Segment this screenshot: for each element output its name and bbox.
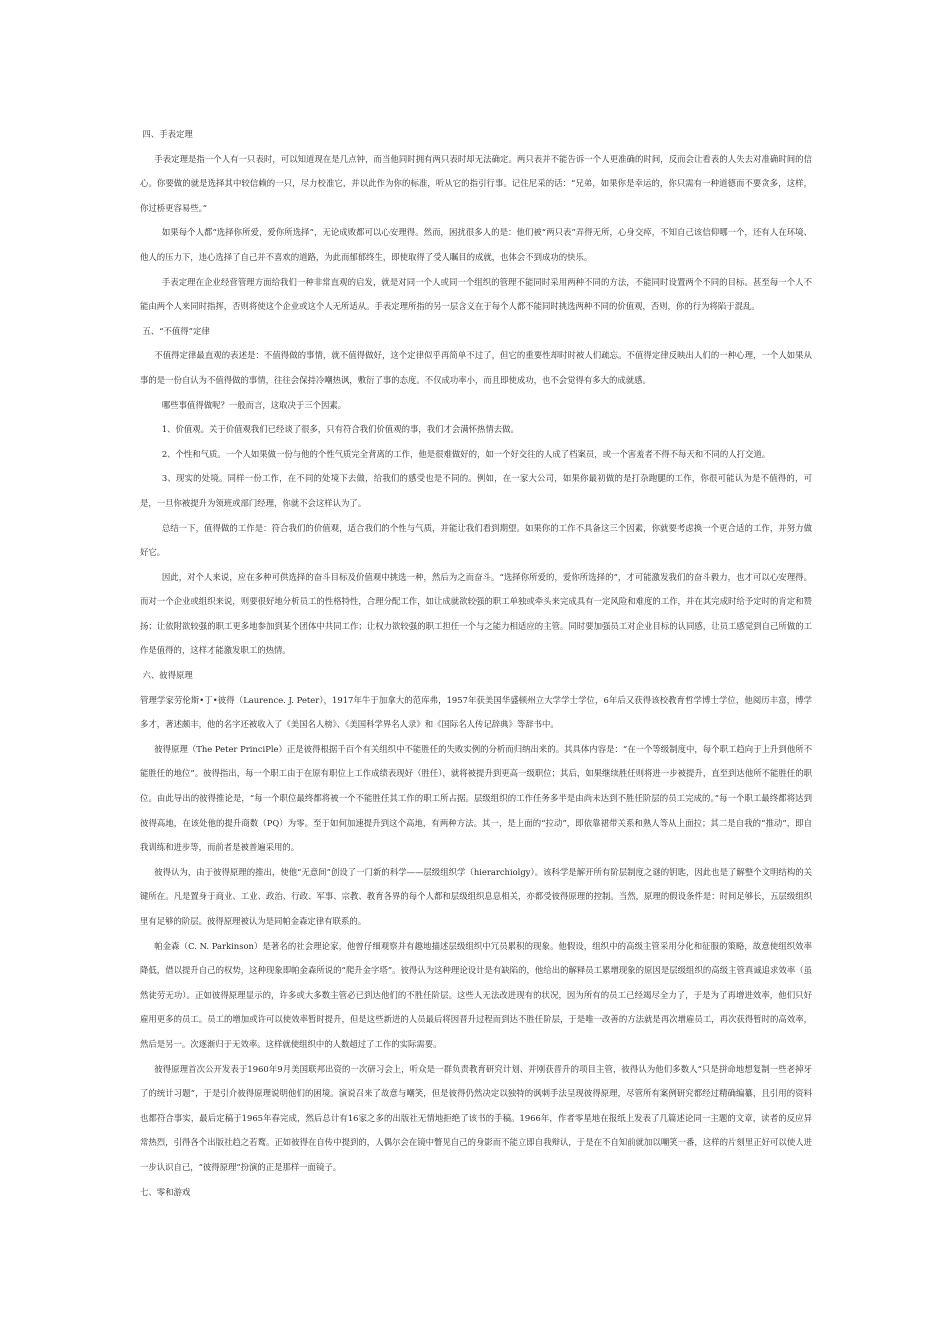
list-item: 3、现实的处境。同样一份工作，在不同的处境下去做，给我们的感受也是不同的。例如，在一家大公司，如果你最初做的是打杂跑腿的工作，你很可能认为是不值得的，可是，一旦你被提升为领班或部门经理，你就不会这样认为了。 [140,473,812,508]
paragraph: 管理学家劳伦斯•丁•彼得（Laurence. J. Peter），1917年牛于加拿大的范库弗，1957年获美国华盛顿州立大学学士学位，6年后又获得该校教育哲学博士学位，他阅历丰富，博学多才，著述颇丰，他的名字还被收入了《美国名人榜》、《美国科学界名人录》和《国际名人传记辞典》等辞书中。 [140,694,812,730]
paragraph: 帕金森（C. N. Parkinson）是著名的社会理论家，他曾仔细观察并有趣地描述层级组织中冗员累积的现象。他假设，组织中的高级主管采用分化和征服的策略，故意使组织效率降低，借以提升自己的权势，这种现象即帕金森所说的“爬升金字塔”。彼得认为这种理论设计是有缺陷的，他给出的解释员工累增现象的原因是层级组织的高级主管真诚追求效率（虽然徒劳无功）。正如彼得原理显示的，许多或大多数主管必已到达他们的不胜任阶层。这些人无法改进现有的状况，因为所有的员工已经竭尽全力了，于是为了再增进效率，他们只好雇用更多的员工。员工的增加或许可以使效率暂时提升，但是这些新进的人员最后将因晋升过程而到达不胜任阶层，于是唯一改善的方法就是再次增雇员工，再次获得暂时的高效率，然后是另一。次逐渐归于无效率。这样就使组织中的人数超过了工作的实际需要。 [140,940,812,1049]
heading-not-worth-law: 五、“不值得”定律 [142,325,210,336]
paragraph: 不值得定律最直观的表述是：不值得做的事情，就不值得做好，这个定律似乎再简单不过了，但它的重要性却时时被人们疏忘。不值得定律反映出人们的一种心理，一个人如果从事的是一份自认为不值得做的事情，往往会保持冷嘲热讽，敷衍了事的态度。不仅成功率小，而且即使成功，也不会觉得有多大的成就感。 [140,350,812,385]
heading-peter-principle: 六、彼得原理 [142,670,193,681]
paragraph: 彼得原理首次公开发表于1960年9月美国联邦出资的一次研习会上，听众是一群负责教育研究计划、并刚获晋升的项目主管，彼得认为他们多数人“只是拼命地想复制一些老掉牙了的统计习题”，于是引介彼得原理说明他们的困境。演说召来了故意与嘲笑，但是彼得仍然决定以独特的讽刺手法呈现彼得原理，尽管所有案例研究都经过精确编纂，且引用的资料也都符合事实，最后定稿于1965年春完成，然后总计有16家之多的出版社无情地拒绝了该书的手稿。1966年，作者零星地在报纸上发表了几篇述论同一主题的文章，读者的反应异常热烈，引得各个出版社趋之若鹜。正如彼得在自传中提到的，人偶尔会在镜中瞥见自己的身影而不能立即自我辩认，于是在不自知前就加以嘲笑一番，这样的片刻里正好可以使人进一步认识自己，“彼得原理”扮演的正是那样一面镜子。 [140,1063,812,1172]
list-item: 1、价值观。关于价值观我们已经谈了很多，只有符合我们价值观的事，我们才会满怀热情去做。 [161,424,519,435]
paragraph: 彼得认为，由于彼得原理的推出，使他“无意间”创设了一门新的科学——层级组织学（hierarchiolgy）。该科学是解开所有阶层制度之谜的钥匙，因此也是了解整个文明结构的关键所在。凡是置身于商业、工业、政治、行政、军事、宗教、教育各界的每个人都和层级组织息息相关，亦都受彼得原理的控制。当然，原理的假设条件是：时间足够长，五层级组织里有足够的阶层。彼得原理被认为是同帕金森定律有联系的。 [140,866,812,926]
paragraph: 总结一下，值得做的工作是：符合我们的价值观，适合我们的个性与气质，并能让我们看到期望。如果你的工作不具备这三个因素，你就要考虑换一个更合适的工作，并努力做好它。 [140,522,812,558]
paragraph: 如果每个人都“选择你所爱，爱你所选择”，无论成败都可以心安理得。然而，困扰很多人的是：他们被“两只表”弄得无所，心身交瘁，不知自己该信仰哪一个，还有人在环境、他人的压力下，违心选择了自己并不喜欢的道路，为此而郁郁终生，即使取得了受人瞩目的成就，也体会不到成功的快乐。 [140,227,812,262]
paragraph: 手表定理在企业经营管理方面给我们一种非常直观的启发，就是对同一个人或同一个组织的管理不能同时采用两种不同的方法，不能同时设置两个不同的目标。甚至每一个人不能由两个人来同时指挥，否则将使这个企业或这个人无所适从。手表定理所指的另一层含义在于每个人都不能同时挑选两种不同的价值观，否则，你的行为将陷于混乱。 [140,276,812,312]
paragraph: 手表定理是指一个人有一只表时，可以知道现在是几点钟，而当他同时拥有两只表时却无法确定。两只表并不能告诉一个人更准确的时间，反而会让看表的人失去对准确时间的信心。你要做的就是选择其中较信赖的一只，尽力校准它，并以此作为你的标准，听从它的指引行事。记住尼采的话：“兄弟，如果你是幸运的，你只需有一种道德而不要贪多，这样，你过桥更容易些。” [140,153,812,213]
heading-watch-law: 四、手表定理 [142,129,193,139]
heading-zero-sum-game: 七、零和游戏 [140,1186,191,1197]
paragraph: 哪些事值得做呢？一般而言，这取决于三个因素。 [161,399,347,410]
paragraph: 因此，对个人来说，应在多种可供选择的奋斗目标及价值观中挑选一种，然后为之而奋斗。“选择你所爱的，爱你所选择的”，才可能激发我们的奋斗毅力，也才可以心安理得。而对一个企业或组织来说，则要很好地分析员工的性格特性，合理分配工作，如让成就欲较强的职工单独或牵头来完成具有一定风险和难度的工作，并在其完成时给予定时的肯定和赞扬；让依附欲较强的职工更多地参加到某个团体中共同工作；让权力欲较强的职工担任一个与之能力相适应的主管。同时要加强员工对企业目标的认同感，让员工感觉到自己所做的工作是值得的，这样才能激发职工的热情。 [140,571,812,656]
list-item: 2、个性和气质。一个人如果做一份与他的个性气质完全背离的工作，他是很难做好的，如一个好交往的人成了档案员，或一个害羞者不得不每天和不同的人打交道。 [161,448,771,459]
document-page [140,122,812,1204]
paragraph: 彼得原理（The Peter PrinciPle）正是彼得根据千百个有关组织中不能胜任的失败实例的分析而归纳出来的。其具体内容是：“在一个等级制度中，每个职工趋向于上升到他所不能胜任的地位”。彼得指出，每一个职工由于在原有职位上工作成绩表现好（胜任），就将被提升到更高一级职位；其后，如果继续胜任则将进一步被提升，直至到达他所不能胜任的职位。由此导出的彼得推论是，“每一个职位最终都将被一个不能胜任其工作的职工所占据。层级组织的工作任务多半是由尚未达到不胜任阶层的员工完成的。”每一个职工最终都将达到彼得高地，在该处他的提升商数（PQ）为零。至于如何加速提升到这个高地，有两种方法。其一，是上面的“拉动”，即依靠裙带关系和熟人等从上面拉；其二是自我的“推动”，即自我训练和进步等，而前者是被普遍采用的。 [140,743,812,853]
